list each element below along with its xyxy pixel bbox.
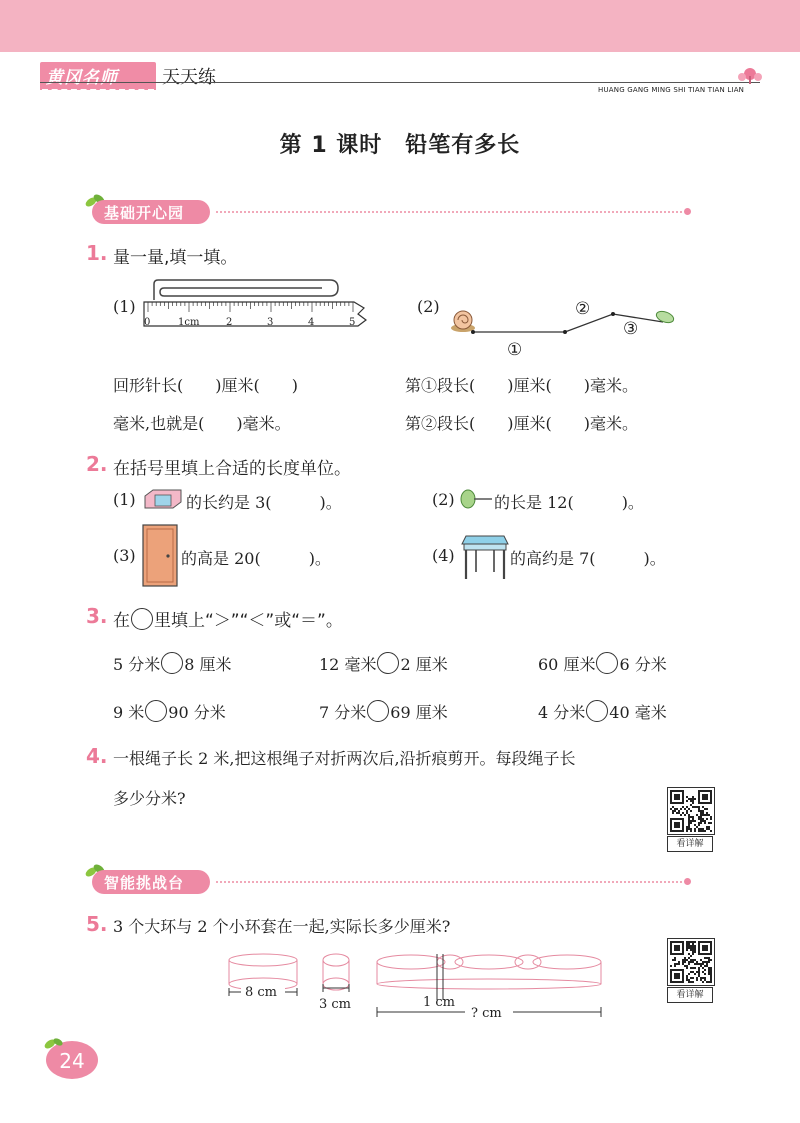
section-label: 基础开心园 xyxy=(104,204,185,222)
dimension-label: 8 cm xyxy=(245,985,278,1000)
q2-item-label: (3) xyxy=(113,546,136,565)
q4-text-line: 多少分米? xyxy=(113,789,186,808)
compare-right: 90 分米 xyxy=(168,703,226,722)
snail-path-figure xyxy=(445,292,680,358)
section-dots xyxy=(216,881,682,883)
small-ring xyxy=(323,954,349,966)
ruler-tick-label: 1cm xyxy=(178,317,200,328)
compare-item xyxy=(113,652,232,675)
chain-ring xyxy=(455,955,523,969)
compare-item xyxy=(113,700,226,723)
q1-part2-label: (2) xyxy=(417,297,440,316)
compare-right: 6 分米 xyxy=(619,655,667,674)
chain-ring xyxy=(515,955,541,969)
series-name: 天天练 xyxy=(162,67,216,88)
q5-number: 5. xyxy=(86,912,108,936)
ruler-tick-label: 2 xyxy=(226,317,233,328)
q3-text xyxy=(113,606,343,631)
header-rule xyxy=(40,82,760,83)
ruler-tick-label: 0 xyxy=(144,317,151,328)
q2-text: 在括号里填上合适的长度单位。 xyxy=(113,459,351,479)
compare-circle[interactable] xyxy=(586,700,608,722)
compare-right: 40 毫米 xyxy=(609,703,667,722)
q3-number: 3. xyxy=(86,604,108,628)
section-label: 智能挑战台 xyxy=(104,874,185,892)
dimension-label: ? cm xyxy=(471,1006,502,1021)
paperclip xyxy=(154,280,338,300)
compare-circle[interactable] xyxy=(161,652,183,674)
brand-dash xyxy=(42,89,154,91)
ruler-with-paperclip xyxy=(142,278,377,336)
page-number: 24 xyxy=(59,1049,85,1073)
compare-left: 9 米 xyxy=(113,703,145,722)
compare-left: 12 毫米 xyxy=(319,655,377,674)
qr-code-icon[interactable] xyxy=(667,787,715,835)
q1-text: 量一量,填一填。 xyxy=(113,248,238,268)
compare-item xyxy=(319,700,448,723)
compare-item xyxy=(319,652,448,675)
compare-right: 2 厘米 xyxy=(400,655,448,674)
door-icon xyxy=(142,524,180,588)
compare-item xyxy=(538,652,667,675)
q2-number: 2. xyxy=(86,452,108,476)
segment-label: ① xyxy=(507,340,523,358)
q2-item-label: (2) xyxy=(432,490,455,509)
section-challenge xyxy=(92,870,692,894)
section-dots xyxy=(216,211,682,213)
q2-item-text: 的高约是 7( )。 xyxy=(510,549,666,568)
chain-ring xyxy=(377,955,445,969)
q2-item-text: 的长约是 3( )。 xyxy=(186,493,342,512)
compare-left: 4 分米 xyxy=(538,703,586,722)
snail-icon xyxy=(451,311,475,332)
ruler-tick-label: 4 xyxy=(308,317,315,328)
eraser-icon xyxy=(141,488,185,510)
compare-left: 5 分米 xyxy=(113,655,161,674)
q3-text-pre: 在 xyxy=(113,611,130,631)
ruler-tick-label: 3 xyxy=(267,317,274,328)
q4-text-line: 一根绳子长 2 米,把这根绳子对折两次后,沿折痕剪开。每段绳子长 xyxy=(113,749,576,768)
dimension-label: 3 cm xyxy=(319,997,352,1012)
segment-label: ② xyxy=(575,299,591,319)
q1-answer-line: 毫米,也就是( )毫米。 xyxy=(113,414,291,433)
dimension-label: 1 cm xyxy=(423,995,456,1010)
chain-ring xyxy=(533,955,601,969)
thumbtack-icon xyxy=(458,488,494,510)
compare-left: 7 分米 xyxy=(319,703,367,722)
q2-item-text: 的长是 12( )。 xyxy=(494,493,644,512)
page-number-badge xyxy=(40,1036,100,1082)
segment-label: ③ xyxy=(623,319,639,339)
q1-part1-label: (1) xyxy=(113,297,136,316)
circle-blank-icon xyxy=(131,608,153,630)
compare-circle[interactable] xyxy=(377,652,399,674)
desk-icon xyxy=(460,532,510,582)
qr-label[interactable]: 看详解 xyxy=(667,836,713,852)
qr-label[interactable]: 看详解 xyxy=(667,987,713,1003)
section-basic xyxy=(92,200,692,224)
q1-answer-line: 第①段长( )厘米( )毫米。 xyxy=(405,376,638,395)
compare-item xyxy=(538,700,667,723)
q1-answer-line: 第②段长( )厘米( )毫米。 xyxy=(405,414,638,433)
compare-circle[interactable] xyxy=(367,700,389,722)
q2-item-text: 的高是 20( )。 xyxy=(181,549,331,568)
compare-circle[interactable] xyxy=(145,700,167,722)
q2-item-label: (1) xyxy=(113,490,136,509)
tree-icon xyxy=(720,66,764,84)
leaf-icon xyxy=(655,309,675,325)
rings-figure xyxy=(225,950,605,1025)
q1-number: 1. xyxy=(86,241,108,265)
series-name-en: HUANG GANG MING SHI TIAN TIAN LIAN xyxy=(598,86,745,94)
compare-right: 69 厘米 xyxy=(390,703,448,722)
big-ring xyxy=(229,954,297,966)
compare-circle[interactable] xyxy=(596,652,618,674)
chain-ring xyxy=(437,955,463,969)
qr-code-icon[interactable] xyxy=(667,938,715,986)
compare-left: 60 厘米 xyxy=(538,655,596,674)
q4-number: 4. xyxy=(86,744,108,768)
brand-logo: 黄冈名师 xyxy=(46,68,118,88)
q1-answer-line: 回形针长( )厘米( ) xyxy=(113,376,298,395)
q5-text: 3 个大环与 2 个小环套在一起,实际长多少厘米? xyxy=(113,917,451,936)
page-title: 第 1 课时 铅笔有多长 xyxy=(279,133,521,158)
q2-item-label: (4) xyxy=(432,546,455,565)
ruler-tick-label: 5 xyxy=(349,317,356,328)
section-end-dot xyxy=(684,208,691,215)
compare-right: 8 厘米 xyxy=(184,655,232,674)
section-end-dot xyxy=(684,878,691,885)
header-band xyxy=(0,0,800,52)
q3-text-post: 里填上“＞”“＜”或“＝”。 xyxy=(154,611,343,631)
